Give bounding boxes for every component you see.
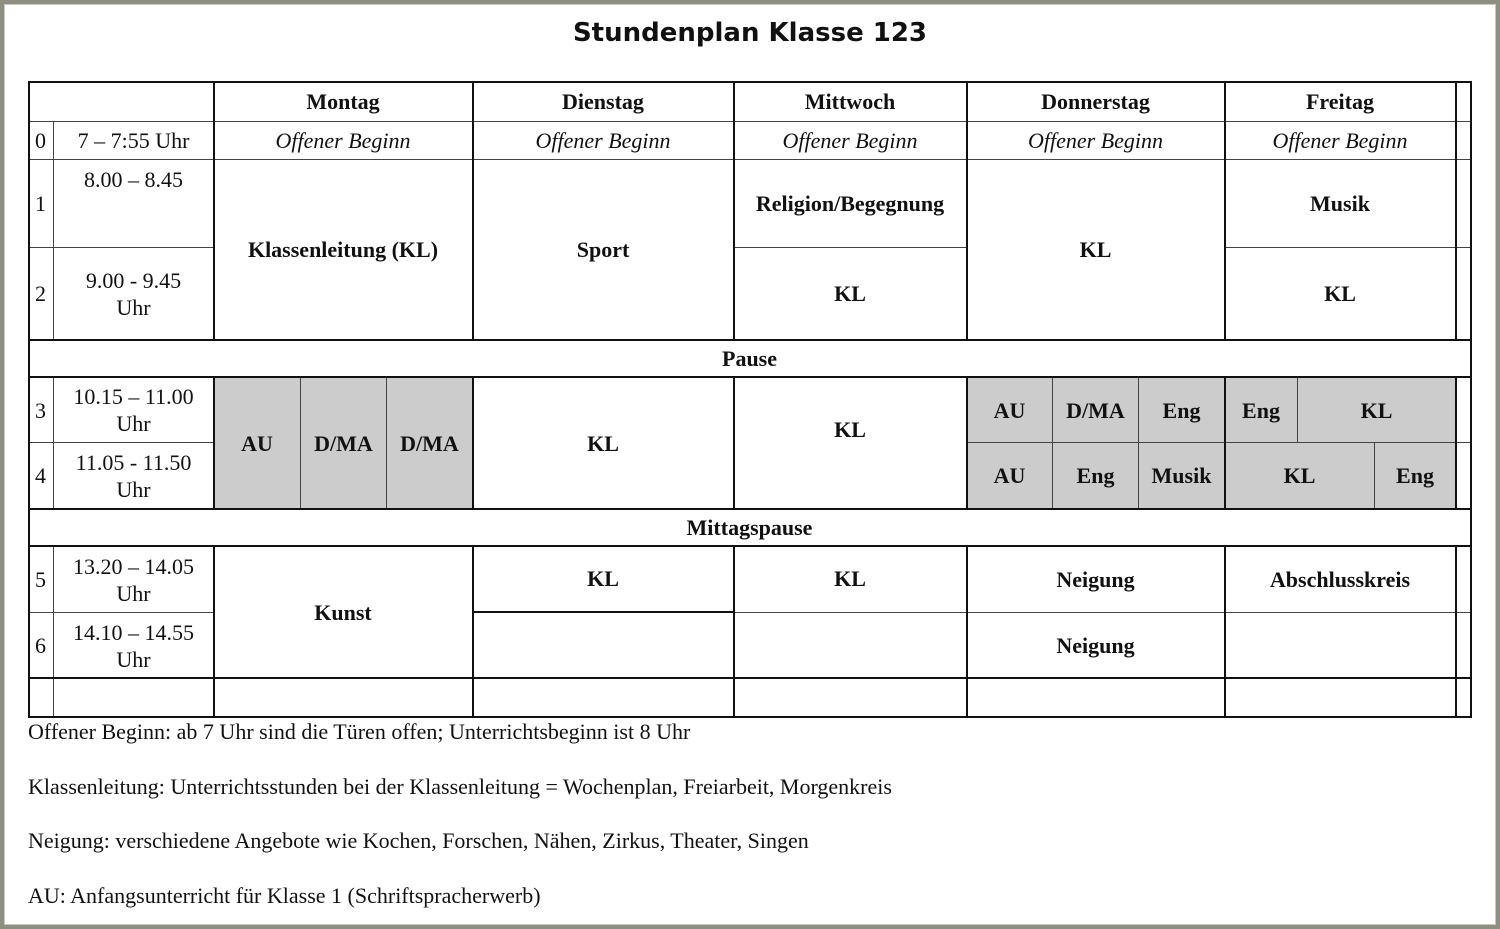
lesson-wednesday-2: KL (734, 248, 967, 340)
open-start-tuesday: Offener Beginn (473, 122, 734, 160)
lesson-wednesday-3-4: KL (734, 378, 967, 509)
note-au: AU: Anfangsunterricht für Klasse 1 (Schriftspracherwerb) (28, 883, 541, 908)
empty-cell (967, 679, 1225, 718)
header-thursday: Donnerstag (967, 81, 1225, 122)
period-time: 7 – 7:55 Uhr (54, 122, 214, 160)
extra-column-cell (1456, 248, 1472, 340)
open-start-wednesday: Offener Beginn (734, 122, 967, 160)
break-row-pause: Pause (28, 340, 1472, 378)
period-time: 8.00 – 8.45 (54, 160, 214, 248)
lesson-thursday-3-a: AU (967, 378, 1053, 443)
divider (966, 377, 968, 510)
divider (1224, 377, 1226, 510)
period-number: 0 (28, 122, 54, 160)
open-start-thursday: Offener Beginn (967, 122, 1225, 160)
note-neigung: Neigung: verschiedene Angebote wie Kochen, Forschen, Nähen, Zirkus, Theater, Singen (28, 828, 809, 853)
lesson-friday-4-b: Eng (1375, 443, 1456, 509)
divider (472, 546, 474, 718)
extra-column-cell (1456, 547, 1472, 613)
empty-cell (734, 679, 967, 718)
lesson-friday-5: Abschlusskreis (1225, 547, 1456, 613)
period-number: 2 (28, 248, 54, 340)
lesson-monday-3-4-b: D/MA (301, 378, 387, 509)
divider (213, 546, 215, 718)
divider (733, 377, 735, 510)
empty-cell (54, 679, 214, 718)
lesson-tuesday-6 (473, 613, 734, 679)
open-start-monday: Offener Beginn (214, 122, 473, 160)
lesson-thursday-4-a: AU (967, 443, 1053, 509)
lesson-friday-4-a: KL (1225, 443, 1375, 509)
lesson-thursday-4-c: Musik (1139, 443, 1225, 509)
period-number: 1 (28, 160, 54, 248)
empty-cell (1456, 679, 1472, 718)
divider (28, 545, 1472, 547)
divider (28, 339, 1472, 341)
divider (733, 81, 735, 341)
header-wednesday: Mittwoch (734, 81, 967, 122)
header-monday: Montag (214, 81, 473, 122)
lesson-thursday-5: Neigung (967, 547, 1225, 613)
lesson-tuesday-3-4: KL (473, 378, 734, 509)
period-time: 11.05 - 11.50 Uhr (54, 443, 214, 509)
lesson-wednesday-6 (734, 613, 967, 679)
divider (28, 376, 1472, 378)
divider (472, 81, 474, 341)
lesson-thursday-4-b: Eng (1053, 443, 1139, 509)
divider (213, 377, 215, 510)
period-number: 6 (28, 613, 54, 679)
lesson-thursday-3-b: D/MA (1053, 378, 1139, 443)
period-time: 9.00 - 9.45 Uhr (54, 248, 214, 340)
empty-cell (214, 679, 473, 718)
divider (28, 677, 1472, 679)
note-class-lead: Klassenleitung: Unterrichtsstunden bei der Klassenleitung = Wochenplan, Freiarbeit, Morgenkreis (28, 774, 892, 799)
lesson-thursday-6: Neigung (967, 613, 1225, 679)
extra-column-cell (1456, 81, 1472, 122)
header-friday: Freitag (1225, 81, 1456, 122)
divider (472, 377, 474, 510)
period-time: 14.10 – 14.55 Uhr (54, 613, 214, 679)
lesson-monday-5-6: Kunst (214, 547, 473, 679)
lesson-tuesday-1-2: Sport (473, 160, 734, 340)
page-title: Stundenplan Klasse 123 (572, 18, 928, 48)
header-tuesday: Dienstag (473, 81, 734, 122)
lesson-friday-3-b: KL (1298, 378, 1456, 443)
lesson-friday-6 (1225, 613, 1456, 679)
period-time: 13.20 – 14.05 Uhr (54, 547, 214, 613)
note-open-start: Offener Beginn: ab 7 Uhr sind die Türen offen; Unterrichtsbeginn ist 8 Uhr (28, 719, 691, 744)
divider (473, 611, 734, 613)
lesson-friday-1: Musik (1225, 160, 1456, 248)
lesson-thursday-3-c: Eng (1139, 378, 1225, 443)
divider (1224, 81, 1226, 341)
empty-cell (1225, 679, 1456, 718)
lesson-monday-1-2: Klassenleitung (KL) (214, 160, 473, 340)
extra-column-cell (1456, 160, 1472, 248)
divider (28, 508, 1472, 510)
extra-column-cell (1456, 122, 1472, 160)
divider (966, 546, 968, 718)
divider (733, 546, 735, 718)
lesson-friday-3-a: Eng (1225, 378, 1298, 443)
period-number: 4 (28, 443, 54, 509)
lesson-friday-2: KL (1225, 248, 1456, 340)
divider (1455, 81, 1457, 341)
header-corner (28, 81, 214, 122)
period-number: 5 (28, 547, 54, 613)
divider (966, 81, 968, 341)
break-row-lunch: Mittagspause (28, 509, 1472, 547)
lesson-monday-3-4-a: AU (214, 378, 301, 509)
extra-column-cell (1456, 613, 1472, 679)
period-time: 10.15 – 11.00 Uhr (54, 378, 214, 443)
divider (1455, 377, 1457, 510)
lesson-wednesday-1: Religion/Begegnung (734, 160, 967, 248)
empty-cell (28, 679, 54, 718)
lesson-wednesday-5: KL (734, 547, 967, 613)
divider (213, 81, 215, 341)
lesson-tuesday-5: KL (473, 547, 734, 613)
open-start-friday: Offener Beginn (1225, 122, 1456, 160)
divider (1224, 546, 1226, 718)
extra-column-cell (1456, 443, 1472, 509)
empty-cell (473, 679, 734, 718)
extra-column-cell (1456, 378, 1472, 443)
lesson-monday-3-4-c: D/MA (387, 378, 473, 509)
lesson-thursday-1-2: KL (967, 160, 1225, 340)
divider (1455, 546, 1457, 718)
period-number: 3 (28, 378, 54, 443)
